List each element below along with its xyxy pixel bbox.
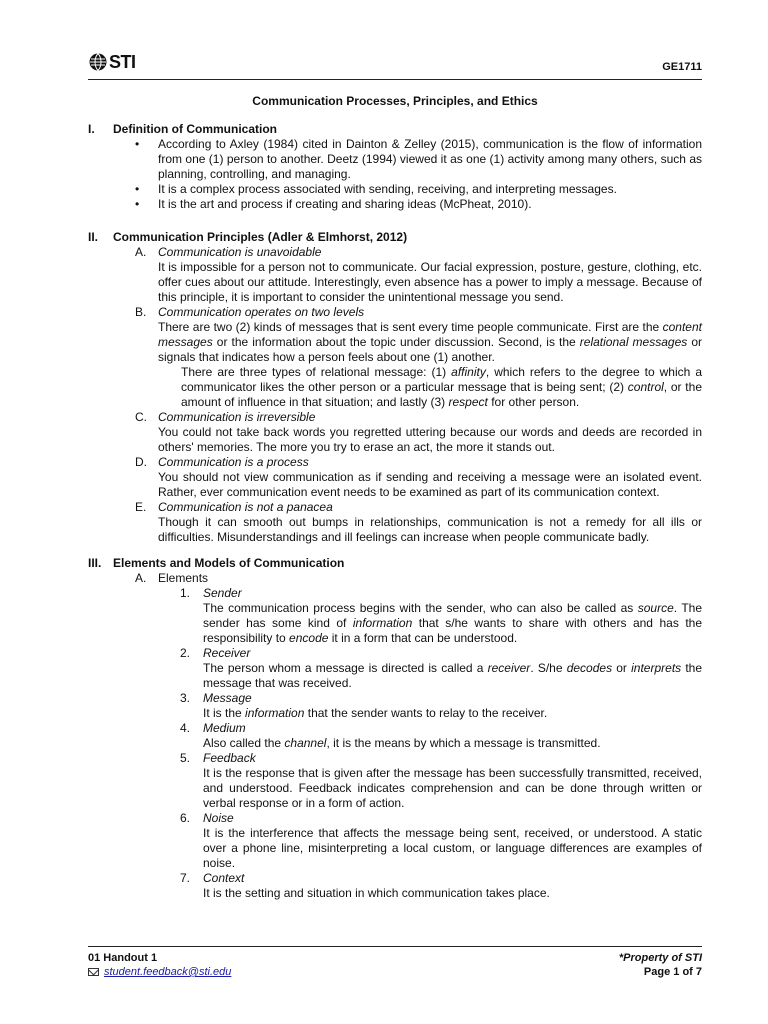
section-principles [88, 230, 702, 545]
principle-body: There are two (2) kinds of messages that is sent every time people communicate. First are the content messages or the information about the topic under discussion. Second, is the relational messages or signals that indicates how a person feels about one (1) another. [158, 320, 702, 364]
handout-label: 01 Handout 1 [88, 952, 158, 964]
item-letter: E. [135, 500, 147, 514]
document-title: Communication Processes, Principles, and Ethics [252, 94, 538, 108]
bullet-item: • It is the art and process if creating and sharing ideas (McPheat, 2010). [88, 197, 702, 212]
item-number: 3. [180, 691, 191, 705]
email-row [88, 965, 231, 979]
logo-text: STI [109, 52, 136, 72]
principle-item [88, 500, 702, 545]
element-body: It is the interference that affects the message being sent, received, or understood. A static over a phone line, misinterpreting a local custom, or language differences are examples of noise. [203, 826, 702, 870]
section-number: III. [88, 556, 102, 570]
item-letter: D. [135, 455, 147, 469]
elements-list [88, 586, 702, 901]
mail-icon [88, 968, 99, 976]
item-number: 4. [180, 721, 191, 735]
element-title: Noise [203, 811, 234, 825]
footer-right [619, 951, 702, 979]
element-body: It is the response that is given after the message has been successfully transmitted, received, and understood. Feedback indicates comprehension and can be done through written or verbal response or in a form of action. [203, 766, 702, 810]
principle-title: Communication is unavoidable [158, 245, 322, 259]
principle-item [88, 455, 702, 500]
principle-body: It is impossible for a person not to communicate. Our facial expression, posture, gesture, clothing, etc. offer cues about our attitude. Interestingly, even absence has a power to imply a message. Because of this principle, it is important to consider the unintentional message you send. [158, 260, 702, 304]
element-title: Context [203, 871, 245, 885]
bullet-item: • According to Axley (1984) cited in Dainton & Zelley (2015), communication is the flow of information from one (1) person to another. Deetz (1994) viewed it as one (1) activity among many others, such as planning, controlling, and managing. [88, 137, 702, 182]
item-number: 1. [180, 586, 191, 600]
element-body: It is the setting and situation in which communication takes place. [203, 886, 550, 900]
principle-subtext: There are three types of relational message: (1) affinity, which refers to the degree to which a communicator likes the other person or a particular message that is being sent; (2) control, or the amount of influence in that situation; and lastly (3) respect for other person. [181, 365, 703, 409]
footer-divider [88, 946, 702, 947]
bullet-list [88, 137, 702, 212]
element-title: Feedback [203, 751, 256, 765]
header-divider [88, 79, 702, 80]
principle-body: You should not view communication as if sending and receiving a message were an isolated event. Rather, ever communication event needs to be examined as part of its communication context. [158, 470, 702, 499]
element-item [88, 586, 702, 646]
principle-title: Communication is not a panacea [158, 500, 333, 514]
element-body: Also called the channel, it is the means by which a message is transmitted. [203, 736, 601, 750]
section-title: Communication Principles (Adler & Elmhorst, 2012) [113, 230, 408, 244]
item-letter: B. [135, 305, 147, 319]
principles-list [88, 245, 702, 545]
section-heading [88, 230, 702, 245]
section-definition [88, 122, 702, 212]
item-number: 5. [180, 751, 191, 765]
property-label: *Property of STI [618, 952, 702, 964]
principle-title: Communication operates on two levels [158, 305, 365, 319]
principle-title: Communication is a process [158, 455, 309, 469]
item-letter: C. [135, 410, 147, 424]
item-letter: A. [135, 245, 147, 259]
element-title: Medium [203, 721, 246, 735]
section-heading [88, 556, 702, 571]
section-title: Elements and Models of Communication [113, 556, 345, 570]
item-letter: A. [135, 571, 147, 585]
section-title: Definition of Communication [113, 122, 277, 136]
principle-item [88, 305, 702, 410]
section-number: II. [88, 230, 99, 244]
item-number: 7. [180, 871, 191, 885]
document-code: GE1711 [662, 61, 702, 73]
element-title: Sender [203, 586, 242, 600]
element-title: Receiver [203, 646, 251, 660]
element-item [88, 811, 702, 871]
element-body: The person whom a message is directed is called a receiver. S/he decodes or interprets the message that was received. [203, 661, 703, 690]
page-header [88, 52, 702, 74]
section-elements [88, 556, 702, 901]
element-item [88, 691, 702, 721]
principle-body: Though it can smooth out bumps in relationships, communication is not a remedy for all ills or difficulties. Misunderstandings and ill feelings can increase when people communicate badly. [158, 515, 702, 544]
principle-item [88, 245, 702, 305]
subsection-elements [88, 571, 702, 586]
subsection-title: Elements [158, 571, 209, 585]
principle-title: Communication is irreversible [158, 410, 316, 424]
section-heading [88, 122, 702, 137]
section-number: I. [88, 122, 95, 136]
feedback-email-link[interactable]: student.feedback@sti.edu [104, 966, 232, 978]
element-item [88, 646, 702, 691]
footer-left [88, 951, 231, 979]
element-body: It is the information that the sender wants to relay to the receiver. [203, 706, 548, 720]
principle-item [88, 410, 702, 455]
element-body: The communication process begins with the sender, who can also be called as source. The sender has some kind of information that s/he wants to share with others and has the responsibility to encode it in a form that can be understood. [203, 601, 702, 645]
element-title: Message [203, 691, 252, 705]
sti-logo [88, 52, 136, 72]
element-item [88, 721, 702, 751]
globe-icon [88, 52, 108, 72]
page-number: Page 1 of 7 [643, 966, 702, 978]
item-number: 6. [180, 811, 191, 825]
item-number: 2. [180, 646, 191, 660]
principle-body: You could not take back words you regretted uttering because our words and deeds are recorded in others' memories. The more you try to erase an act, the more it stands out. [158, 425, 702, 454]
element-item [88, 751, 702, 811]
element-item [88, 871, 702, 901]
bullet-item: • It is a complex process associated with sending, receiving, and interpreting messages. [88, 182, 702, 197]
